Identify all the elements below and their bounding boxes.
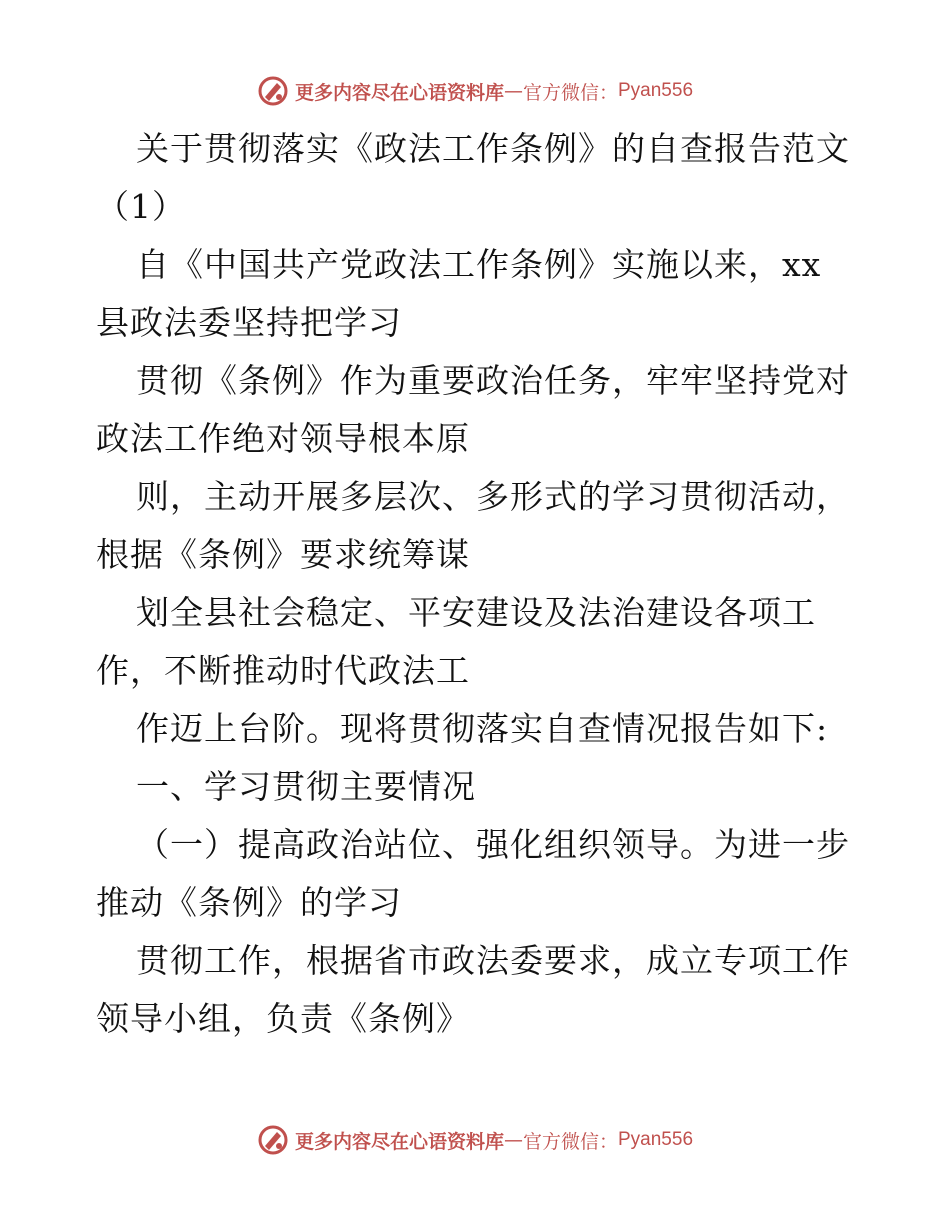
paragraph-line: （一）提高政治站位、强化组织领导。为进一步 bbox=[136, 825, 850, 864]
paragraph-line: 作迈上台阶。现将贯彻落实自查情况报告如下: bbox=[136, 709, 829, 748]
banner-separator: — bbox=[503, 1129, 523, 1151]
paragraph-line: 贯彻《条例》作为重要政治任务，牢牢坚持党对 bbox=[136, 361, 850, 400]
title-line: 关于贯彻落实《政法工作条例》的自查报告范文 bbox=[136, 129, 850, 168]
paragraph-line: 自《中国共产党政法工作条例》实施以来，xx bbox=[136, 245, 822, 284]
banner-brand: 更多内容尽在心语资料库 bbox=[294, 81, 504, 104]
footer-banner bbox=[0, 1120, 950, 1160]
paragraph-line: 推动《条例》的学习 bbox=[96, 883, 402, 922]
banner-brand: 更多内容尽在心语资料库 bbox=[294, 1130, 504, 1153]
paragraph-line: 根据《条例》要求统筹谋 bbox=[96, 535, 470, 574]
paragraph-line: 划全县社会稳定、平安建设及法治建设各项工 bbox=[136, 593, 816, 632]
banner-account: Pyan556 bbox=[618, 1129, 694, 1150]
paragraph-line: 贯彻工作，根据省市政法委要求，成立专项工作 bbox=[136, 941, 850, 980]
paragraph-line: 县政法委坚持把学习 bbox=[96, 303, 402, 342]
paragraph-line: 领导小组，负责《条例》 bbox=[96, 999, 470, 1038]
banner-wechat-label: 官方微信： bbox=[522, 81, 618, 104]
banner-wechat-label: 官方微信： bbox=[522, 1130, 618, 1153]
section-heading: 一、学习贯彻主要情况 bbox=[136, 767, 476, 806]
banner-separator: — bbox=[503, 80, 523, 102]
title-line-continued: （1） bbox=[96, 187, 186, 226]
header-banner bbox=[0, 71, 950, 111]
document-body bbox=[96, 120, 866, 1048]
banner-account: Pyan556 bbox=[618, 80, 694, 101]
paragraph-line: 作，不断推动时代政法工 bbox=[96, 651, 470, 690]
pen-seal-icon bbox=[257, 1124, 289, 1156]
paragraph-line: 政法工作绝对领导根本原 bbox=[96, 419, 470, 458]
paragraph-line: 则，主动开展多层次、多形式的学习贯彻活动， bbox=[136, 477, 850, 516]
pen-seal-icon bbox=[257, 75, 289, 107]
